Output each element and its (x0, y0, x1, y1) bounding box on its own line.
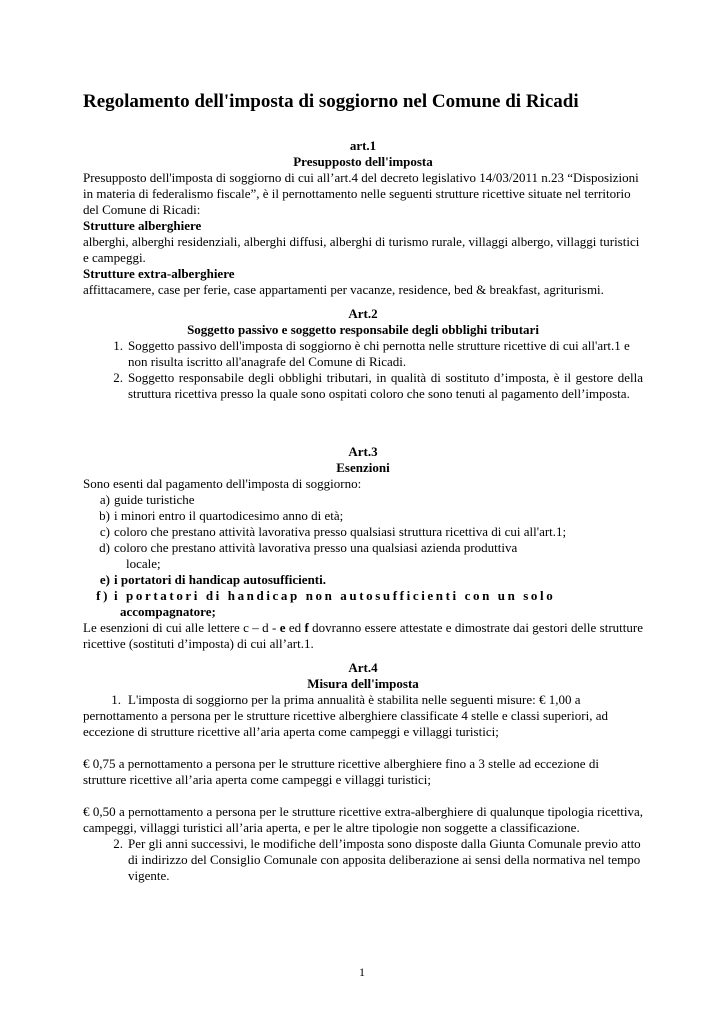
list-item-text: Per gli anni successivi, le modifiche dell’imposta sono disposte dalla Giunta Comunale previo atto di indirizzo del Consiglio Comunale con apposita deliberazione ai sensi della normativa nel tempo vigente. (128, 836, 641, 883)
list-item-text: L'imposta di soggiorno per la prima annualità è stabilita nelle seguenti misure: € 1,00 a pernottamento a persona per le strutture ricettive alberghiere classificate 4 stelle e classi superiori, ad eccezione di strutture ricettive all’aria aperta come campeggi e villaggi turistici; (83, 692, 608, 739)
document-title: Regolamento dell'imposta di soggiorno nel Comune di Ricadi (83, 91, 579, 112)
closing-text: ed (285, 620, 305, 635)
list-item (83, 370, 643, 402)
art1-paragraph: Presupposto dell'imposta di soggiorno di cui all’art.4 del decreto legislativo 14/03/2011 n.23 “Disposizioni in materia di federalismo fiscale”, è il pernottamento nelle seguenti strutture ricettive situate nel territorio del Comune di Ricadi: (83, 170, 639, 217)
list-item-text: i portatori di handicap non autosufficienti con un solo (114, 588, 556, 603)
rate-075-paragraph: € 0,75 a pernottamento a persona per le strutture ricettive alberghiere fino a 3 stelle ad eccezione di strutture ricettive all’aria aperta come campeggi e villaggi turistici; (83, 756, 599, 787)
list-item (83, 338, 643, 370)
list-item-text: guide turistiche (114, 492, 195, 507)
art4-heading: Art.4 (348, 660, 378, 675)
list-item-text: i minori entro il quartodicesimo anno di età; (114, 508, 344, 523)
list-item-letter: e) (99, 572, 110, 587)
art3-subheading: Esenzioni (336, 460, 390, 475)
list-item (83, 492, 643, 508)
page-number: 1 (359, 965, 365, 979)
list-item-number: 2. (113, 836, 123, 851)
list-item-letter: b) (99, 508, 110, 523)
list-item-continuation: locale; (126, 556, 161, 571)
alberghiere-text: alberghi, alberghi residenziali, alberghi diffusi, alberghi di turismo rurale, villaggi albergo, villaggi turistici e campeggi. (83, 234, 640, 265)
list-item-letter: f) (96, 588, 110, 603)
article-1 (83, 138, 643, 298)
list-item-letter: a) (99, 492, 110, 507)
art2-subheading: Soggetto passivo e soggetto responsabile degli obblighi tributari (187, 322, 539, 337)
art2-list (83, 338, 643, 402)
closing-letter-e: e (279, 620, 286, 635)
list-item-number: 2. (113, 370, 123, 385)
art4-list (83, 836, 643, 884)
list-item-number: 1. (111, 692, 121, 707)
art3-intro: Sono esenti dal pagamento dell'imposta di soggiorno: (83, 476, 362, 491)
list-item (83, 572, 643, 588)
closing-text: Le esenzioni di cui alle lettere c – d - (83, 620, 280, 635)
art4-item-1 (83, 692, 643, 740)
closing-letter-f: f (304, 620, 309, 635)
art3-closing (83, 620, 643, 652)
list-item-continuation: accompagnatore; (120, 604, 216, 619)
list-item-text: Soggetto passivo dell'imposta di soggiorno è chi pernotta nelle strutture ricettive di cui all'art.1 e non risulta iscritto all'anagrafe del Comune di Ricadi. (128, 338, 630, 369)
article-3 (83, 444, 643, 652)
art1-heading: art.1 (349, 138, 377, 153)
list-item-text: Soggetto responsabile degli obblighi tributari, in qualità di sostituto d’imposta, è il gestore della struttura ricettiva presso la quale sono ospitati coloro che sono tenuti al pagamento dell’imposta. (128, 370, 643, 401)
art3-list (83, 492, 643, 620)
article-2 (83, 306, 643, 402)
list-item (83, 836, 643, 884)
list-item-letter: c) (99, 524, 110, 539)
art1-subheading: Presupposto dell'imposta (293, 154, 433, 169)
art3-heading: Art.3 (348, 444, 378, 459)
list-item-number: 1. (113, 338, 123, 353)
list-item (83, 508, 643, 524)
closing-text: dovranno essere attestate e dimostrate dai gestori delle strutture ricettive (sostituti d’imposta) di cui all’art.1. (83, 620, 643, 651)
extra-alberghiere-label: Strutture extra-alberghiere (83, 266, 235, 281)
list-item-letter: d) (99, 540, 110, 555)
rate-050-paragraph: € 0,50 a pernottamento a persona per le strutture ricettive extra-alberghiere di qualunque tipologia ricettiva, campeggi, villaggi turistici all’aria aperta, e per le altre tipologie non soggette a classificazione. (83, 804, 643, 835)
list-item-text: coloro che prestano attività lavorativa presso una qualsiasi azienda produttiva (114, 540, 518, 555)
art2-heading: Art.2 (348, 306, 378, 321)
art4-subheading: Misura dell'imposta (307, 676, 419, 691)
list-item (83, 540, 643, 572)
list-item-text: i portatori di handicap autosufficienti. (114, 572, 326, 587)
article-4 (83, 660, 643, 884)
list-item (83, 524, 643, 540)
list-item-text: coloro che prestano attività lavorativa presso qualsiasi struttura ricettiva di cui all'art.1; (114, 524, 567, 539)
alberghiere-label: Strutture alberghiere (83, 218, 202, 233)
extra-alberghiere-text: affittacamere, case per ferie, case appartamenti per vacanze, residence, bed & breakfast, agriturismi. (83, 282, 604, 297)
list-item (83, 588, 643, 620)
